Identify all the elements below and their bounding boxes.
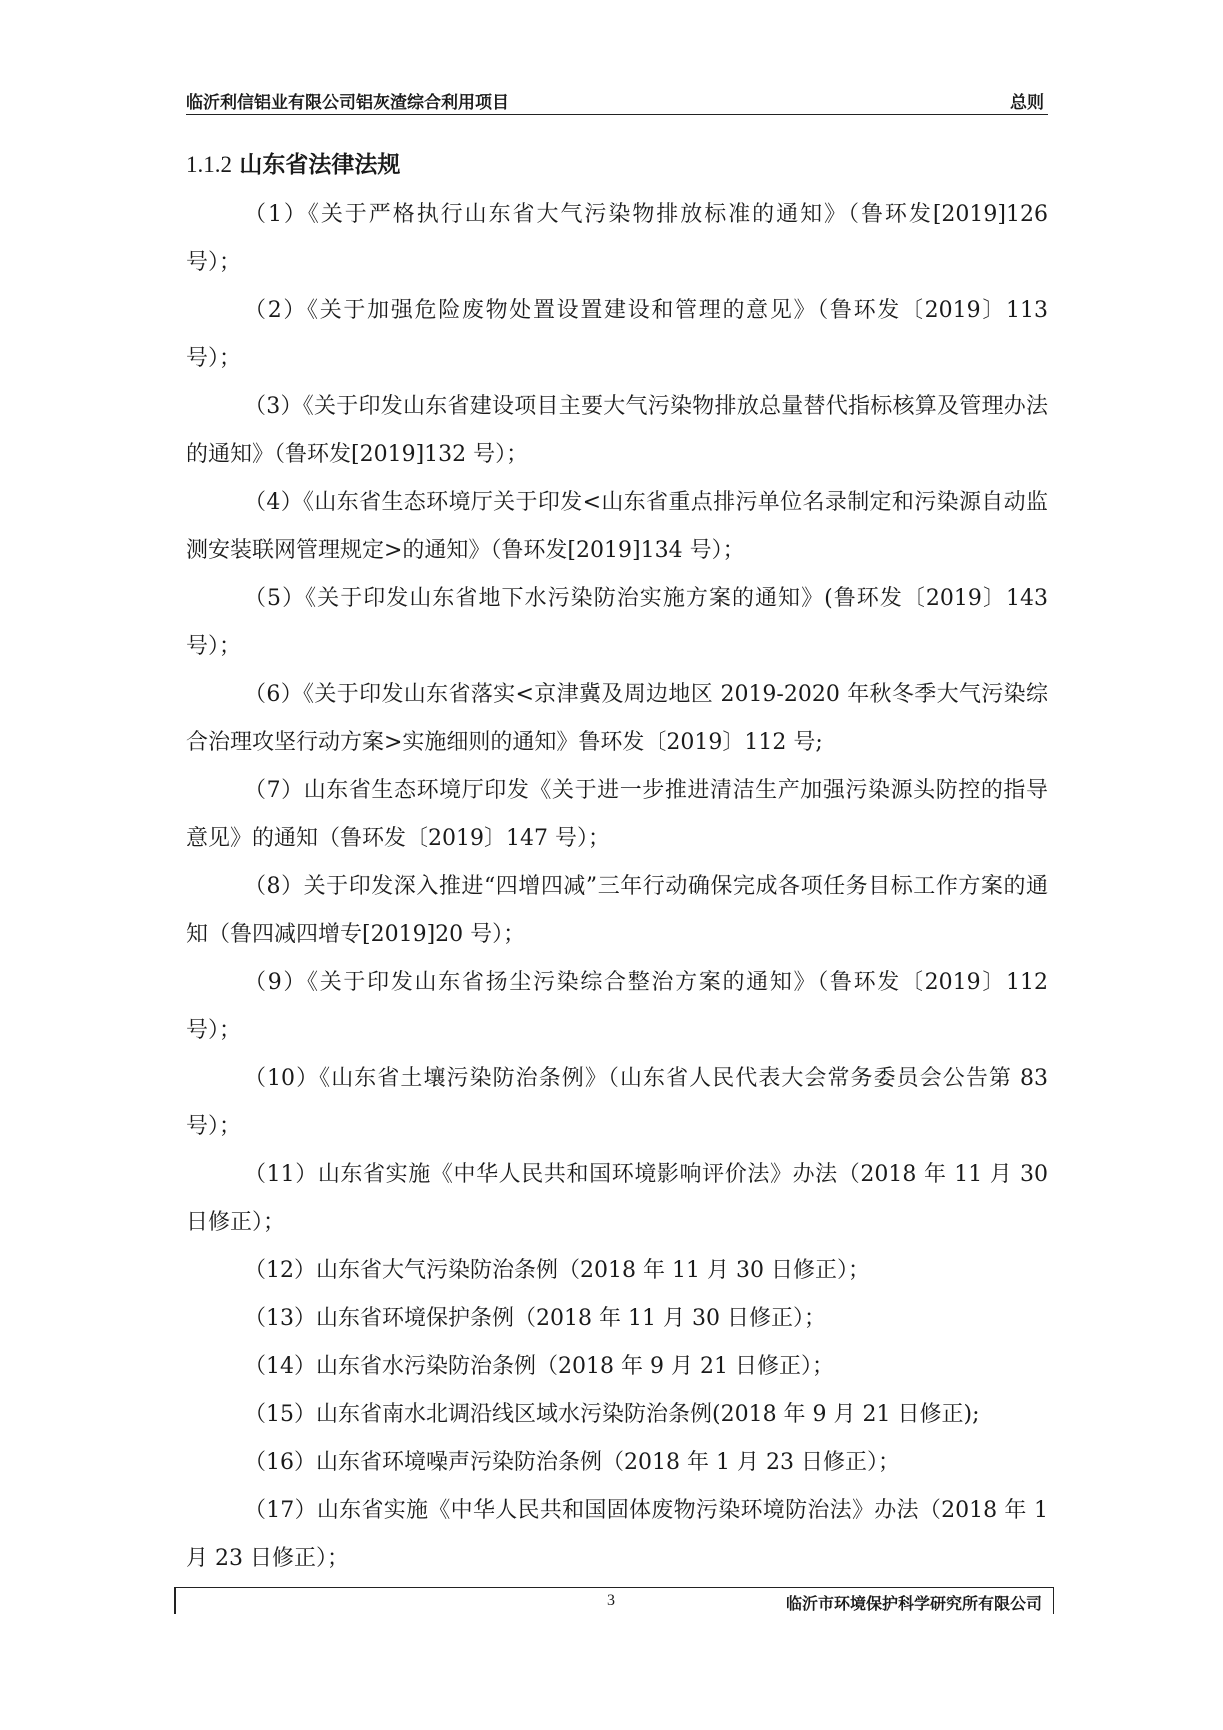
regulation-item-8: （8）关于印发深入推进“四增四减”三年行动确保完成各项任务目标工作方案的通知（鲁四减四增专[2019]20 号）； — [186, 874, 1048, 947]
regulation-item-13: （13）山东省环境保护条例（2018 年 11 月 30 日修正）； — [244, 1306, 826, 1331]
regulation-item-5: （5）《关于印发山东省地下水污染防治实施方案的通知》(鲁环发〔2019〕143 号）； — [186, 586, 1048, 659]
regulation-item-12: （12）山东省大气污染防治条例（2018 年 11 月 30 日修正）； — [244, 1258, 870, 1283]
regulation-item-15: （15）山东省南水北调沿线区域水污染防治条例(2018 年 9 月 21 日修正); — [244, 1402, 980, 1427]
regulation-item-2: （2）《关于加强危险废物处置设置建设和管理的意见》（鲁环发〔2019〕113 号）； — [186, 298, 1048, 371]
footer-company-name: 临沂市环境保护科学研究所有限公司 — [785, 1594, 1042, 1613]
regulation-item-17: （17）山东省实施《中华人民共和国固体废物污染环境防治法》办法（2018 年 1 月 23 日修正）； — [186, 1498, 1048, 1571]
regulation-item-1: （1）《关于严格执行山东省大气污染物排放标准的通知》（鲁环发[2019]126 号）； — [186, 202, 1048, 275]
section-heading — [186, 150, 400, 180]
regulation-item-9: （9）《关于印发山东省扬尘污染综合整治方案的通知》（鲁环发〔2019〕112 号）； — [186, 970, 1048, 1043]
regulation-item-14: （14）山东省水污染防治条例（2018 年 9 月 21 日修正）； — [244, 1354, 834, 1379]
page-header — [186, 84, 1048, 115]
header-chapter-title: 总则 — [1010, 93, 1044, 113]
section-number: 1.1.2 — [186, 152, 232, 177]
page-footer — [174, 1587, 1054, 1616]
regulation-item-4: （4）《山东省生态环境厅关于印发<山东省重点排污单位名录制定和污染源自动监测安装联网管理规定>的通知》（鲁环发[2019]134 号）； — [186, 490, 1048, 563]
page-number: 3 — [607, 1592, 615, 1609]
footer-right-rule — [1053, 1588, 1055, 1614]
regulation-item-3: （3）《关于印发山东省建设项目主要大气污染物排放总量替代指标核算及管理办法的通知》（鲁环发[2019]132 号）； — [186, 394, 1048, 467]
section-title: 山东省法律法规 — [239, 152, 401, 178]
header-document-title: 临沂利信铝业有限公司铝灰渣综合利用项目 — [186, 93, 509, 113]
regulation-item-6: （6）《关于印发山东省落实<京津冀及周边地区 2019-2020 年秋冬季大气污染综合治理攻坚行动方案>实施细则的通知》鲁环发〔2019〕112 号; — [186, 682, 1048, 755]
regulation-list — [186, 191, 1048, 1583]
footer-left-rule — [174, 1588, 176, 1614]
regulation-item-16: （16）山东省环境噪声污染防治条例（2018 年 1 月 23 日修正）； — [244, 1450, 900, 1475]
regulation-item-7: （7）山东省生态环境厅印发《关于进一步推进清洁生产加强污染源头防控的指导意见》的通知（鲁环发〔2019〕147 号）； — [186, 778, 1048, 851]
regulation-item-10: （10）《山东省土壤污染防治条例》（山东省人民代表大会常务委员会公告第 83 号）； — [186, 1066, 1048, 1139]
regulation-item-11: （11）山东省实施《中华人民共和国环境影响评价法》办法（2018 年 11 月 30 日修正）； — [186, 1162, 1048, 1235]
